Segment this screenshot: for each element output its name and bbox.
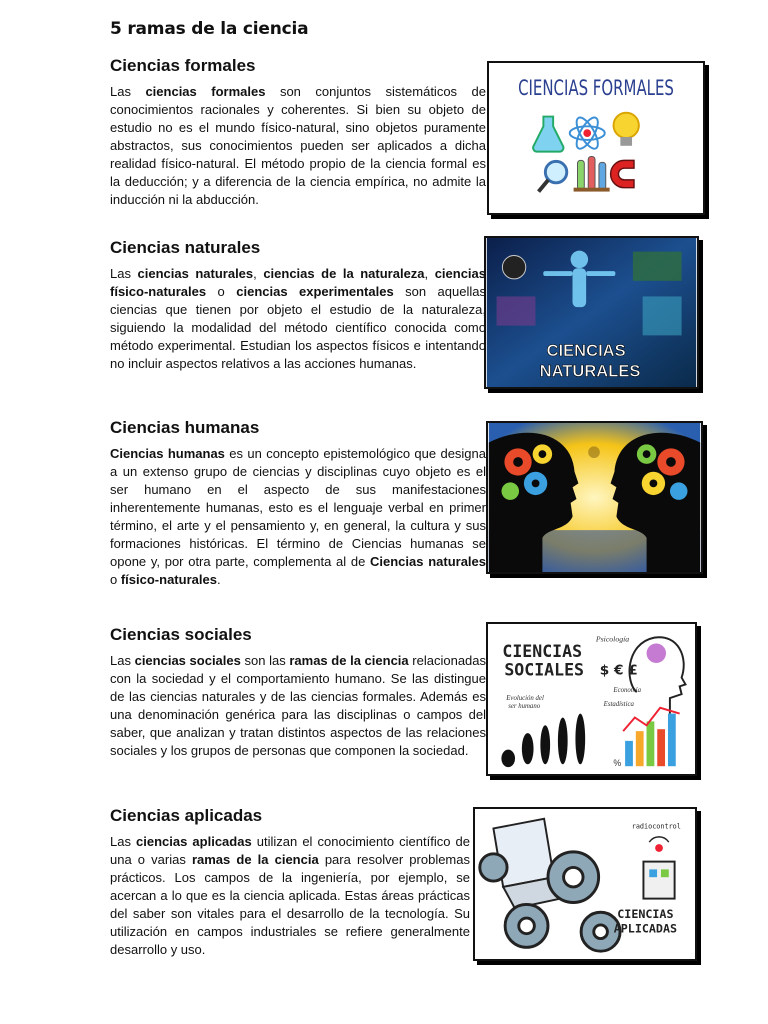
section-heading: Ciencias humanas [110,418,260,437]
label-percent: % [613,758,622,769]
section-heading: Ciencias aplicadas [110,806,263,825]
formales-illustration [489,63,703,213]
aplicadas-illustration [475,809,695,959]
label-psicologia: Psicología [595,634,630,644]
currency-icon: $ € £ [599,662,638,679]
label-radiocontrol: radiocontrol [631,822,681,831]
naturales-illustration [486,238,697,387]
ciencias-formales-image [487,61,705,215]
ciencias-naturales-image [484,236,699,389]
sociales-caption-2: SOCIALES [504,660,585,680]
section-heading: Ciencias sociales [110,625,252,644]
ciencias-humanas-image [486,421,703,574]
plant-icon [633,252,682,281]
label-economia: Economía [613,687,641,695]
section-paragraph: Ciencias humanas es un concepto epistemológico que designa a un extenso grupo de ciencias y disciplinas cuyo objeto es el ser humano en el aspecto de sus manifestaciones inherentemente humanas, esto es el lenguaje verbal en primer término, el arte y el pensamiento y, en general, la cultura y sus formaciones históricas. El término de Ciencias humanas se opone y, por otra parte, complementa al de Ciencias naturales o físico-naturales. [110,446,487,587]
aplicadas-caption-1: CIENCIAS [617,907,674,922]
section-paragraph: Las ciencias sociales son las ramas de la ciencia relacionadas con la sociedad y el comportamiento humano. Se las distingue de las ciencias naturales y de las ciencias formales. Además es una denominación genérica para las disciplinas o campos del saber, que analizan y tratan distintos aspectos de las relaciones sociales y los grupos de personas que componen la sociedad. [110,653,487,758]
naturales-caption-1: CIENCIAS [546,340,626,360]
section-ciencias-formales [110,56,486,209]
magnifier-icon [502,256,525,279]
ciencias-aplicadas-image [473,807,697,961]
section-ciencias-sociales [110,625,486,760]
section-ciencias-humanas [110,418,486,589]
label-evolucion-2: ser humano [508,702,541,710]
sociales-caption-1: CIENCIAS [502,642,583,662]
section-ciencias-naturales [110,238,486,373]
sociales-illustration [488,624,695,774]
aplicadas-caption-2: APLICADAS [613,921,678,936]
ciencias-sociales-image [486,622,697,776]
section-paragraph: Las ciencias formales son conjuntos sistemáticos de conocimientos racionales y coherentes. Si bien su objeto de estudio no es el mundo físico-natural, sino objetos puramente abstractos, sus conocimientos pueden ser aplicados a dicha realidad físico-natural. El método propio de la ciencia formal es la deducción; y a diferencia de la ciencia empírica, no admite la inducción ni la abducción. [110,84,486,207]
section-paragraph: Las ciencias aplicadas utilizan el conocimiento científico de una o varias ramas de la ciencia para resolver problemas prácticos. Los campos de la ingeniería, por ejemplo, se acercan a lo que es la ciencia aplicada. Estas áreas prácticas del saber son vitales para el desarrollo de la tecnología. Su utilización en campos industriales se refiere generalmente desarrollo y uso. [110,834,471,957]
section-heading: Ciencias naturales [110,238,261,257]
formales-caption: CIENCIAS FORMALES [518,76,674,102]
section-ciencias-aplicadas [110,806,470,959]
label-estadistica: Estadística [603,700,634,708]
label-evolucion-1: Evolución del [506,694,544,702]
brain-icon [647,643,666,662]
humanas-illustration [488,423,701,572]
page-title: 5 ramas de la ciencia [110,19,309,39]
section-heading: Ciencias formales [110,56,256,75]
naturales-caption-2: NATURALES [539,361,641,381]
section-paragraph: Las ciencias naturales, ciencias de la naturaleza, ciencias físico-naturales o ciencias experimentales son aquellas ciencias que tienen por objeto el estudio de la naturaleza, siguiendo la modalidad del método científico conocida como método experimental. Estudian los aspectos físicos e intentando no incluir aspectos relativos a las acciones humanas. [110,266,487,371]
